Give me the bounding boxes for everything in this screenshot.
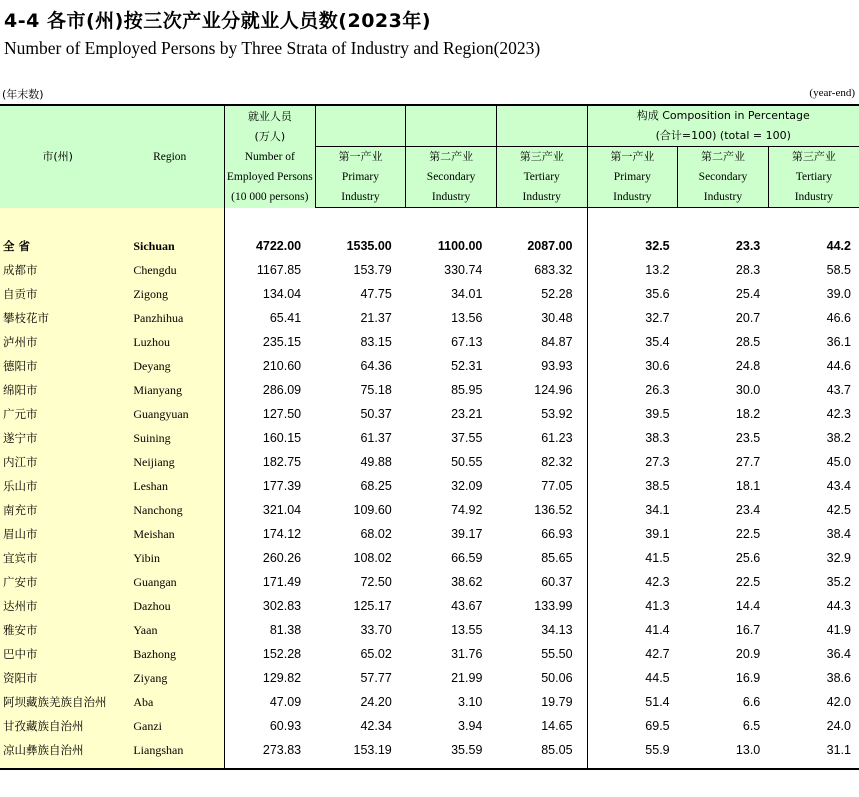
pct-tertiary: 39.0 <box>826 287 851 301</box>
employed-secondary: 35.59 <box>451 743 483 757</box>
table-row <box>0 642 859 666</box>
pct-primary: 35.6 <box>587 282 678 306</box>
region-name-en: Ziyang <box>115 666 224 690</box>
region-name-zh: 成都市 <box>0 258 115 282</box>
employed-secondary: 38.62 <box>451 575 483 589</box>
pct-tertiary: 46.6 <box>826 311 851 325</box>
employed-tertiary: 55.50 <box>541 647 573 661</box>
employed-total: 174.12 <box>262 527 302 541</box>
region-name-en: Mianyang <box>115 378 224 402</box>
employed-total: 127.50 <box>262 407 302 421</box>
table-title-chinese: 4-4 各市(州)按三次产业分就业人员数(2023年) <box>4 10 432 32</box>
region-name-en: Deyang <box>115 354 224 378</box>
pct-secondary: 25.4 <box>735 287 761 301</box>
pct-primary: 38.5 <box>587 474 678 498</box>
pct-secondary: 20.9 <box>735 647 761 661</box>
table-row <box>0 666 859 690</box>
employed-total: 47.09 <box>269 695 302 709</box>
table-row <box>0 354 859 378</box>
region-name-zh: 自贡市 <box>0 282 115 306</box>
employed-total: 182.75 <box>262 455 302 469</box>
pct-secondary: 6.6 <box>742 695 761 709</box>
employed-secondary: 85.95 <box>451 383 483 397</box>
employed-tertiary: 60.37 <box>541 575 573 589</box>
employed-secondary: 37.55 <box>451 431 483 445</box>
region-name-en: Guangan <box>115 570 224 594</box>
pct-tertiary: 38.2 <box>826 431 851 445</box>
pct-secondary: 20.7 <box>735 311 761 325</box>
pct-primary: 41.4 <box>587 618 678 642</box>
employed-label-zh: 就业人员 <box>247 109 292 123</box>
region-name-zh: 泸州市 <box>0 330 115 354</box>
employed-secondary: 1100.00 <box>437 239 483 253</box>
region-name-en: Dazhou <box>115 594 224 618</box>
employed-primary: 57.77 <box>360 671 392 685</box>
employed-secondary: 39.17 <box>451 527 483 541</box>
pct-secondary: 23.4 <box>735 503 761 517</box>
table-row <box>0 450 859 474</box>
pct-primary: 35.4 <box>587 330 678 354</box>
employed-total: 177.39 <box>262 479 302 493</box>
pct-primary: 42.3 <box>587 570 678 594</box>
pct-secondary: 23.5 <box>735 431 761 445</box>
table-row <box>0 474 859 498</box>
employed-primary: 153.79 <box>353 263 392 277</box>
employed-total: 321.04 <box>262 503 302 517</box>
table-row <box>0 306 859 330</box>
employed-primary: 49.88 <box>360 455 392 469</box>
region-name-en: Zigong <box>115 282 224 306</box>
employed-primary: 42.34 <box>360 719 392 733</box>
pct-tertiary: 35.2 <box>826 575 851 589</box>
region-name-en: Neijiang <box>115 450 224 474</box>
employed-primary-header: 第一产业 Primary Industry <box>315 105 406 208</box>
table-row <box>0 594 859 618</box>
year-end-note-english: (year-end) <box>809 87 855 99</box>
region-name-zh: 广安市 <box>0 570 115 594</box>
pct-primary: 41.3 <box>587 594 678 618</box>
employed-secondary: 74.92 <box>451 503 483 517</box>
employed-total: 160.15 <box>262 431 302 445</box>
pct-tertiary: 38.4 <box>826 527 851 541</box>
pct-primary: 13.2 <box>587 258 678 282</box>
region-name-en: Chengdu <box>115 258 224 282</box>
pct-primary: 30.6 <box>587 354 678 378</box>
employed-secondary: 43.67 <box>451 599 483 613</box>
employed-total: 302.83 <box>262 599 302 613</box>
employed-secondary: 52.31 <box>451 359 483 373</box>
pct-tertiary: 36.1 <box>826 335 851 349</box>
pct-primary: 41.5 <box>587 546 678 570</box>
region-name-zh: 甘孜藏族自治州 <box>0 714 115 738</box>
year-end-note-chinese: (年末数) <box>2 88 44 101</box>
composition-primary-header: 第一产业 Primary Industry <box>587 147 678 208</box>
city-column-header: 市(州) <box>0 105 115 208</box>
employed-total: 81.38 <box>269 623 302 637</box>
region-name-zh: 遂宁市 <box>0 426 115 450</box>
pct-secondary: 16.7 <box>735 623 761 637</box>
employed-secondary: 23.21 <box>451 407 483 421</box>
table-row <box>0 738 859 762</box>
pct-tertiary: 44.2 <box>826 239 851 253</box>
pct-secondary: 25.6 <box>735 551 761 565</box>
region-name-zh: 德阳市 <box>0 354 115 378</box>
table-row-total <box>0 234 859 258</box>
region-name-zh: 内江市 <box>0 450 115 474</box>
employed-tertiary: 34.13 <box>541 623 573 637</box>
employed-total: 260.26 <box>262 551 302 565</box>
pct-tertiary: 41.9 <box>826 623 851 637</box>
region-name-en: Yaan <box>115 618 224 642</box>
pct-secondary: 27.7 <box>735 455 761 469</box>
employed-tertiary: 14.65 <box>541 719 573 733</box>
employed-tertiary: 85.65 <box>541 551 573 565</box>
region-name-zh: 资阳市 <box>0 666 115 690</box>
pct-secondary: 13.0 <box>735 743 761 757</box>
employed-primary: 1535.00 <box>346 239 392 253</box>
pct-tertiary: 44.3 <box>826 599 851 613</box>
composition-total-note: (合计=100) (total = 100) <box>655 129 791 142</box>
employed-tertiary: 84.87 <box>541 335 573 349</box>
pct-tertiary: 36.4 <box>826 647 851 661</box>
pct-primary: 55.9 <box>587 738 678 762</box>
employed-primary: 153.19 <box>353 743 392 757</box>
employed-tertiary: 50.06 <box>541 671 573 685</box>
composition-secondary-header: 第二产业 Secondary Industry <box>678 147 769 208</box>
employed-primary: 65.02 <box>360 647 392 661</box>
employed-secondary: 66.59 <box>451 551 483 565</box>
employed-secondary: 3.10 <box>458 695 483 709</box>
employed-total: 134.04 <box>262 287 302 301</box>
pct-primary: 38.3 <box>587 426 678 450</box>
employed-primary: 108.02 <box>353 551 392 565</box>
region-name-zh: 阿坝藏族羌族自治州 <box>0 690 115 714</box>
pct-primary: 32.7 <box>587 306 678 330</box>
pct-primary: 42.7 <box>587 642 678 666</box>
pct-primary: 32.5 <box>587 234 678 258</box>
employed-tertiary: 82.32 <box>541 455 573 469</box>
employed-secondary: 34.01 <box>451 287 483 301</box>
region-name-zh: 凉山彝族自治州 <box>0 738 115 762</box>
pct-primary: 44.5 <box>587 666 678 690</box>
region-name-zh: 攀枝花市 <box>0 306 115 330</box>
region-name-zh: 南充市 <box>0 498 115 522</box>
employed-total: 273.83 <box>262 743 302 757</box>
employed-primary: 75.18 <box>360 383 392 397</box>
region-name-en: Yibin <box>115 546 224 570</box>
table-row <box>0 522 859 546</box>
table-row <box>0 570 859 594</box>
employed-tertiary-header: 第三产业 Tertiary Industry <box>496 105 587 208</box>
region-name-zh: 眉山市 <box>0 522 115 546</box>
employed-primary: 68.02 <box>360 527 392 541</box>
table-row <box>0 690 859 714</box>
employed-total: 129.82 <box>262 671 302 685</box>
employed-secondary: 32.09 <box>451 479 483 493</box>
table-row <box>0 402 859 426</box>
employed-primary: 64.36 <box>360 359 392 373</box>
employed-primary: 21.37 <box>360 311 392 325</box>
employed-tertiary: 136.52 <box>534 503 573 517</box>
region-name-en: Suining <box>115 426 224 450</box>
employed-label-en-2: Employed Persons <box>226 170 313 183</box>
region-column-header: Region <box>115 105 224 208</box>
employed-total: 152.28 <box>262 647 302 661</box>
employed-label-en-1: Number of <box>244 150 295 163</box>
pct-secondary: 18.2 <box>735 407 761 421</box>
employed-tertiary: 30.48 <box>541 311 573 325</box>
employed-total: 171.49 <box>262 575 302 589</box>
employed-tertiary: 61.23 <box>541 431 573 445</box>
table-row <box>0 282 859 306</box>
region-name-en: Leshan <box>115 474 224 498</box>
employed-unit-en: (10 000 persons) <box>231 190 309 203</box>
region-name-zh: 宜宾市 <box>0 546 115 570</box>
pct-tertiary: 31.1 <box>826 743 851 757</box>
region-name-en: Liangshan <box>115 738 224 762</box>
employed-tertiary: 85.05 <box>541 743 573 757</box>
pct-tertiary: 43.4 <box>826 479 851 493</box>
pct-tertiary: 38.6 <box>826 671 851 685</box>
employed-tertiary: 133.99 <box>534 599 573 613</box>
employed-tertiary: 66.93 <box>541 527 573 541</box>
employed-total: 65.41 <box>269 311 302 325</box>
employed-primary: 109.60 <box>353 503 392 517</box>
pct-tertiary: 32.9 <box>826 551 851 565</box>
region-name-en: Panzhihua <box>115 306 224 330</box>
pct-secondary: 28.3 <box>735 263 761 277</box>
employed-primary: 68.25 <box>360 479 392 493</box>
table-title-english: Number of Employed Persons by Three Strata of Industry and Region(2023) <box>4 38 541 58</box>
pct-primary: 34.1 <box>587 498 678 522</box>
pct-primary: 27.3 <box>587 450 678 474</box>
pct-secondary: 30.0 <box>735 383 761 397</box>
employed-secondary: 13.55 <box>451 623 483 637</box>
pct-tertiary: 24.0 <box>826 719 851 733</box>
employed-secondary: 67.13 <box>451 335 483 349</box>
table-row <box>0 258 859 282</box>
employed-tertiary: 52.28 <box>541 287 573 301</box>
employed-secondary-header: 第二产业 Secondary Industry <box>406 105 497 208</box>
employed-secondary: 13.56 <box>451 311 483 325</box>
employed-secondary: 330.74 <box>444 263 483 277</box>
table-row <box>0 618 859 642</box>
employed-persons-header <box>225 105 316 208</box>
table-row <box>0 498 859 522</box>
employed-secondary: 31.76 <box>451 647 483 661</box>
employed-primary: 24.20 <box>360 695 392 709</box>
region-name-en: Bazhong <box>115 642 224 666</box>
employed-primary: 72.50 <box>360 575 392 589</box>
region-name-en: Guangyuan <box>115 402 224 426</box>
employed-unit-zh: (万人) <box>254 129 286 143</box>
table-row <box>0 378 859 402</box>
employed-total: 60.93 <box>269 719 302 733</box>
table-header <box>0 105 859 208</box>
table-row <box>0 426 859 450</box>
employment-table <box>0 104 859 770</box>
region-name-en: Aba <box>115 690 224 714</box>
pct-secondary: 16.9 <box>735 671 761 685</box>
employed-tertiary: 124.96 <box>534 383 573 397</box>
employed-tertiary: 19.79 <box>541 695 573 709</box>
employed-secondary: 21.99 <box>451 671 483 685</box>
pct-secondary: 24.8 <box>735 359 761 373</box>
employed-total: 210.60 <box>262 359 302 373</box>
pct-secondary: 14.4 <box>735 599 761 613</box>
pct-primary: 26.3 <box>587 378 678 402</box>
employed-total: 4722.00 <box>255 239 302 253</box>
employed-primary: 47.75 <box>360 287 392 301</box>
employed-total: 235.15 <box>262 335 302 349</box>
region-name-en: Ganzi <box>115 714 224 738</box>
employed-primary: 125.17 <box>353 599 392 613</box>
region-name-en: Nanchong <box>115 498 224 522</box>
pct-secondary: 22.5 <box>735 575 761 589</box>
table-row <box>0 330 859 354</box>
employed-primary: 50.37 <box>360 407 392 421</box>
composition-label: 构成 Composition in Percentage <box>636 109 810 122</box>
employed-tertiary: 93.93 <box>541 359 573 373</box>
employed-secondary: 3.94 <box>458 719 483 733</box>
region-name-zh: 全 省 <box>0 234 115 258</box>
pct-secondary: 23.3 <box>735 239 761 253</box>
region-name-zh: 乐山市 <box>0 474 115 498</box>
employed-primary: 83.15 <box>360 335 392 349</box>
region-name-zh: 广元市 <box>0 402 115 426</box>
employed-secondary: 50.55 <box>451 455 483 469</box>
pct-secondary: 18.1 <box>735 479 761 493</box>
composition-tertiary-header: 第三产业 Tertiary Industry <box>768 147 859 208</box>
region-name-en: Meishan <box>115 522 224 546</box>
employed-total: 286.09 <box>262 383 302 397</box>
table-row <box>0 546 859 570</box>
region-name-zh: 达州市 <box>0 594 115 618</box>
pct-tertiary: 43.7 <box>826 383 851 397</box>
employed-tertiary: 2087.00 <box>527 239 573 253</box>
pct-primary: 51.4 <box>587 690 678 714</box>
region-name-en: Sichuan <box>115 234 224 258</box>
region-name-en: Luzhou <box>115 330 224 354</box>
pct-primary: 39.1 <box>587 522 678 546</box>
table-row <box>0 714 859 738</box>
region-name-zh: 巴中市 <box>0 642 115 666</box>
pct-primary: 69.5 <box>587 714 678 738</box>
composition-header <box>587 105 859 147</box>
employed-total: 1167.85 <box>256 263 302 277</box>
employed-tertiary: 683.32 <box>534 263 573 277</box>
employed-primary: 33.70 <box>360 623 392 637</box>
pct-secondary: 28.5 <box>735 335 761 349</box>
pct-primary: 39.5 <box>587 402 678 426</box>
pct-tertiary: 44.6 <box>826 359 851 373</box>
pct-tertiary: 42.0 <box>826 695 851 709</box>
pct-tertiary: 58.5 <box>826 263 851 277</box>
region-name-zh: 绵阳市 <box>0 378 115 402</box>
region-name-zh: 雅安市 <box>0 618 115 642</box>
table-body <box>0 208 859 770</box>
employed-tertiary: 77.05 <box>541 479 573 493</box>
pct-tertiary: 42.5 <box>826 503 851 517</box>
pct-tertiary: 42.3 <box>826 407 851 421</box>
pct-secondary: 6.5 <box>742 719 761 733</box>
pct-secondary: 22.5 <box>735 527 761 541</box>
pct-tertiary: 45.0 <box>826 455 851 469</box>
employed-primary: 61.37 <box>360 431 392 445</box>
employed-tertiary: 53.92 <box>541 407 573 421</box>
